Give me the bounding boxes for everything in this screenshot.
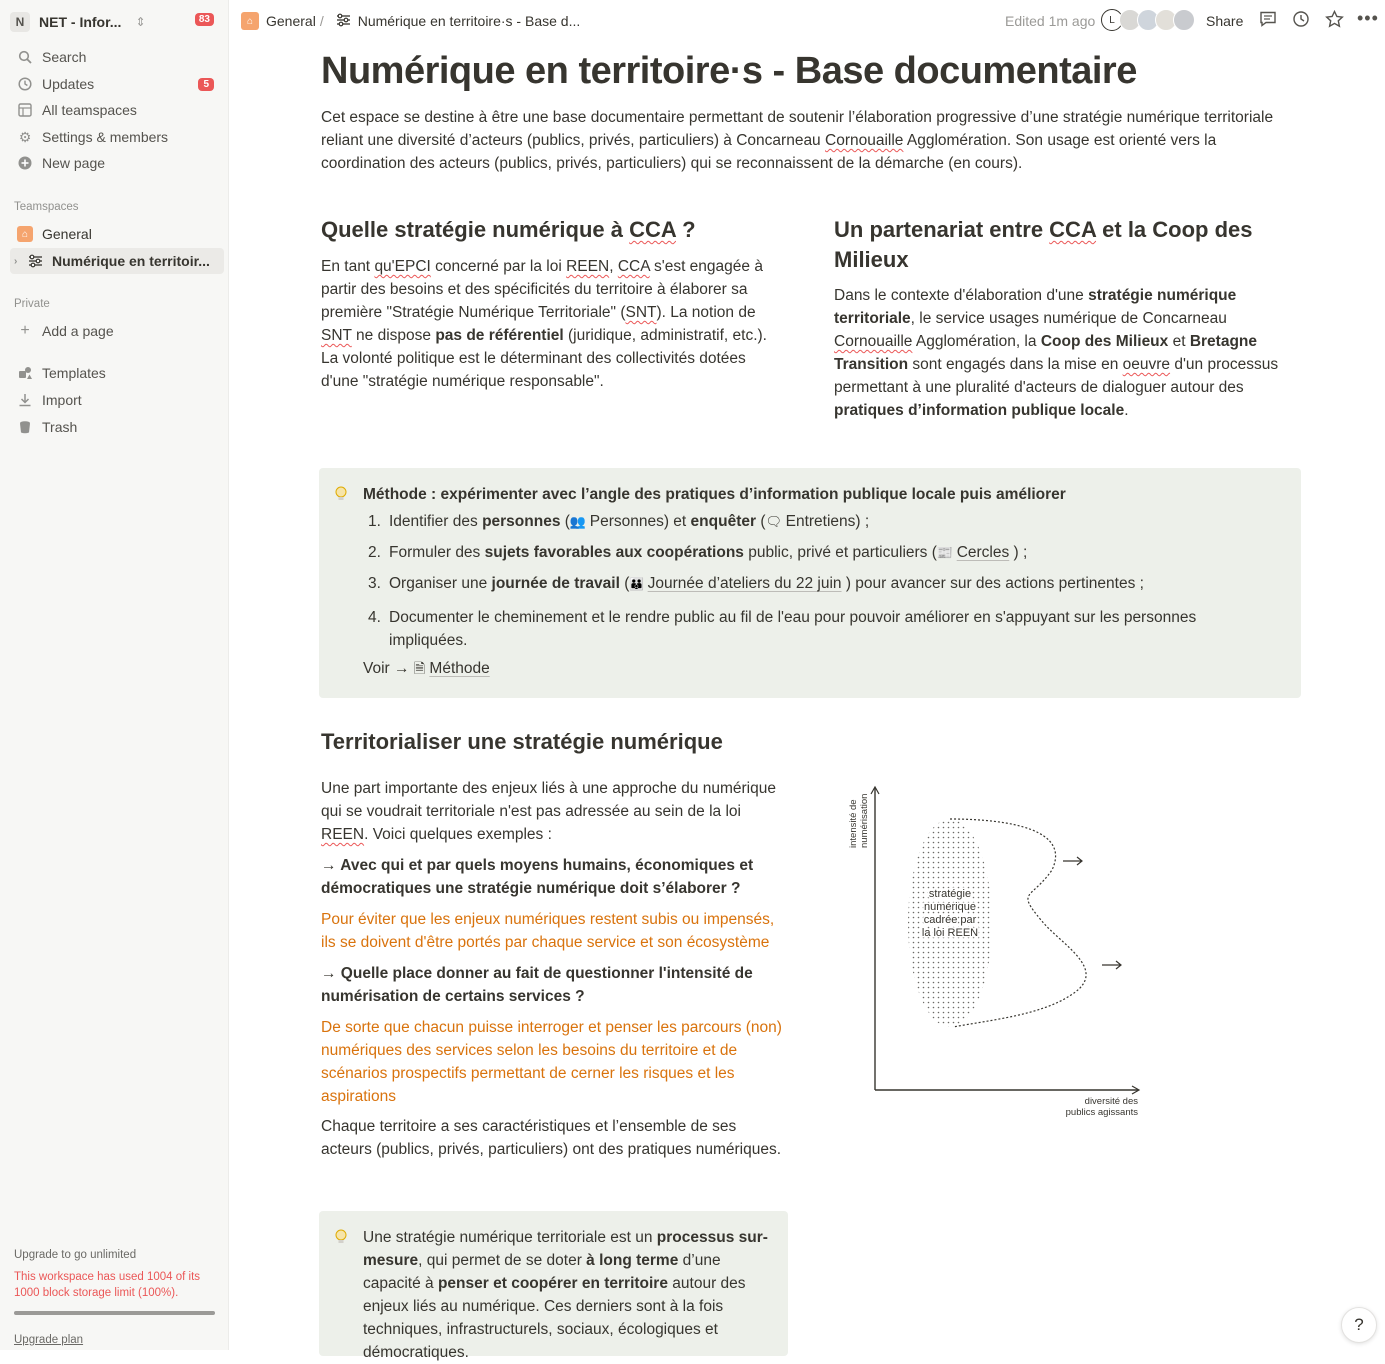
method-step[interactable]: 4. Documenter le cheminement et le rendre public au fil de l'eau pour pouvoir améliorer en s'appuyant sur les personnes impliquées. [368, 609, 1197, 649]
breadcrumb-page[interactable]: Numérique en territoire·s - Base d... [357, 13, 581, 29]
plus-circle-icon [14, 156, 36, 170]
heading-territorialiser[interactable]: Territorialiser une stratégie numérique [321, 729, 723, 754]
sidebar-item-settings[interactable] [10, 124, 224, 150]
territorialiser-column [321, 777, 786, 1161]
method-step[interactable]: 3. Organiser une journée de travail (👪 Journée d’ateliers du 22 juin ) pour avancer sur des actions pertinentes ; [368, 575, 1144, 592]
sidebar-item-search[interactable] [10, 44, 224, 70]
trash-icon [14, 420, 36, 434]
sidebar-item-updates[interactable] [10, 71, 224, 97]
topbar [229, 0, 1385, 44]
heading-partnership[interactable]: Un partenariat entre CCA et la Coop des Milieux [834, 217, 1253, 272]
sidebar-item-label: Updates [42, 76, 95, 92]
help-button[interactable]: ? [1341, 1307, 1377, 1343]
lightbulb-icon [335, 1229, 347, 1249]
collaborator-avatars[interactable] [1101, 9, 1191, 31]
chevron-right-icon[interactable]: › [14, 255, 18, 267]
zone-label-3: cadrée par [923, 914, 977, 926]
heading-strategy[interactable]: Quelle stratégie numérique à CCA ? [321, 217, 696, 242]
sidebar-item-label: Search [42, 49, 87, 65]
home-icon: ⌂ [17, 226, 33, 242]
paragraph-enjeux[interactable]: Une part importante des enjeux liés à une approche du numérique qui se voudrait territoriale n'est pas adressée au sein de la loi REEN. Voici quelques exemples : [321, 780, 776, 843]
answer-1[interactable]: Pour éviter que les enjeux numériques restent subis ou impensés, ils se doivent d'être portés par chaque service et son écosystème [321, 911, 775, 951]
zone-label-1: stratégie [928, 888, 972, 900]
download-icon [14, 393, 36, 407]
templates-icon [14, 366, 36, 380]
gear-icon: ⚙ [18, 128, 32, 145]
x-axis-label-2: publics agissants [1065, 1107, 1138, 1118]
sidebar-item-label: General [42, 226, 92, 242]
cercles-link[interactable]: Cercles [956, 544, 1010, 561]
storage-progress-bar [14, 1311, 215, 1315]
history-icon[interactable] [1292, 10, 1310, 33]
breadcrumb [241, 12, 580, 30]
strategy-callout-text[interactable]: Une stratégie numérique territoriale est un processus sur-mesure, qui permet de se doter à long terme d’une capacité à penser et coopérer en territoire autour des enjeux liés au numérique. Ces derniers sont à la fois techniques, infrastructurels, sociaux, écologiques et démocratiques. [363, 1229, 768, 1361]
plus-icon: + [20, 322, 30, 339]
sidebar [0, 0, 229, 1350]
sidebar-item-label: New page [42, 155, 106, 171]
add-page-button[interactable] [10, 318, 224, 344]
sidebar-item-label: Import [42, 392, 82, 408]
people-icon: 👥 [569, 514, 590, 529]
arrow-right-icon [1102, 961, 1121, 969]
upgrade-title: Upgrade to go unlimited [14, 1249, 137, 1261]
sidebar-item-templates[interactable] [10, 360, 224, 386]
search-icon [14, 50, 36, 64]
document-icon: 🗎 [413, 660, 426, 676]
newspaper-icon: 📰 [936, 545, 957, 560]
answer-2[interactable]: De sorte que chacun puisse interroger et penser les parcours (non) numériques des services selon les besoins du territoire et de scénarios prospectifs permettant de cerner les risques et les aspirations [321, 1019, 782, 1105]
method-title[interactable]: Méthode : expérimenter avec l’angle des pratiques d’information publique locale puis améliorer [363, 486, 1066, 503]
workspace-name: NET - Infor... [39, 14, 122, 30]
question-1[interactable]: → Avec qui et par quels moyens humains, économiques et démocratiques une stratégie numérique doit s’élaborer ? [321, 857, 754, 897]
edited-timestamp[interactable]: Edited 1m ago [1005, 13, 1096, 29]
numerisation-diagram[interactable] [841, 780, 1171, 1125]
method-steps [363, 510, 1263, 652]
method-callout[interactable] [319, 468, 1301, 698]
comment-icon[interactable] [1259, 10, 1277, 33]
private-heading: Private [14, 298, 50, 310]
sidebar-item-label: Trash [42, 419, 78, 435]
zone-label-2: numérique [924, 901, 976, 913]
workspace-switcher[interactable] [10, 10, 220, 34]
strategy-callout[interactable] [319, 1211, 788, 1361]
upgrade-plan-link[interactable]: Upgrade plan [14, 1334, 84, 1346]
arrow-right-icon [1063, 857, 1082, 865]
sidebar-item-new-page[interactable] [10, 150, 224, 176]
method-step[interactable]: 2. Formuler des sujets favorables aux coopérations public, privé et particuliers (📰 Cercles ) ; [368, 544, 1028, 561]
sidebar-item-general[interactable] [10, 221, 224, 247]
clock-icon [14, 77, 36, 91]
sidebar-item-label: All teamspaces [42, 102, 137, 118]
more-icon[interactable]: ••• [1357, 8, 1379, 28]
y-axis-label-1: intensité de [848, 799, 859, 848]
sidebar-item-numerique[interactable] [10, 248, 224, 274]
share-button[interactable]: Share [1206, 13, 1244, 29]
sidebar-item-label: Add a page [42, 323, 114, 339]
storage-warning: This workspace has used 1004 of its 1000 block storage limit (100%). [14, 1271, 201, 1299]
methode-link[interactable]: Méthode [429, 660, 490, 677]
speech-bubble-icon: 🗨 [765, 514, 786, 529]
notification-badge: 83 [195, 13, 214, 26]
breadcrumb-separator: / [319, 13, 324, 29]
column-partnership [834, 215, 1296, 422]
sidebar-item-trash[interactable] [10, 414, 224, 440]
avatar [1173, 9, 1195, 31]
intro-paragraph[interactable]: Cet espace se destine à être une base documentaire permettant de soutenir l’élaboration progressive d’une stratégie numérique territoriale reliant une diversité d’acteurs (publics, privés, particuliers) à Concarneau Cornouaille Agglomération. Son usage est orienté vers la coordination des acteurs (publics, privés, particuliers) qui se reconnaissent de la démarche (en cours). [321, 109, 1274, 172]
paragraph-caracteristiques[interactable]: Chaque territoire a ses caractéristiques et l’ensemble de ses acteurs (publics, privés, particuliers) ont des pratiques numériques. [321, 1118, 782, 1158]
upgrade-panel [14, 1249, 216, 1346]
sidebar-item-all-teamspaces[interactable] [10, 97, 224, 123]
sidebar-item-label: Numérique en territoir... [52, 253, 210, 269]
journee-link[interactable]: Journée d’ateliers du 22 juin [647, 575, 842, 592]
sliders-icon [24, 254, 46, 268]
zone-label-4: la loi REEN [921, 927, 979, 939]
paragraph-partnership[interactable]: Dans le contexte d'élaboration d'une stratégie numérique territoriale, le service usages numérique de Concarneau Cornouaille Agglomération, la Coop des Milieux et Bretagne Transition sont engagés dans la mise en oeuvre d'un processus permettant à une pluralité d'acteurs de dialoguer autour des pratiques d’information publique locale. [834, 287, 1279, 419]
teamspaces-heading: Teamspaces [14, 201, 79, 213]
column-strategy [321, 215, 786, 393]
star-icon[interactable] [1325, 10, 1344, 33]
avatar: L [1101, 9, 1123, 31]
breadcrumb-general[interactable]: General [266, 13, 316, 29]
sliders-icon [336, 13, 351, 30]
grid-icon [14, 103, 36, 117]
home-icon: ⌂ [241, 12, 259, 30]
x-axis-label-1: diversité des [1084, 1096, 1138, 1107]
question-2[interactable]: → Quelle place donner au fait de questionner l'intensité de numérisation de certains services ? [321, 965, 753, 1005]
updates-badge: 5 [198, 78, 214, 91]
lightbulb-icon [335, 486, 347, 506]
workspace-logo: N [10, 12, 30, 32]
chevron-updown-icon: ⇕ [135, 15, 146, 29]
sidebar-item-label: Settings & members [42, 129, 169, 145]
method-step[interactable]: 1. Identifier des personnes (👥 Personnes) et enquêter (🗨 Entretiens) ; [368, 513, 870, 530]
sidebar-item-import[interactable] [10, 387, 224, 413]
sidebar-item-label: Templates [42, 365, 106, 381]
group-icon: 👪 [629, 577, 648, 591]
page-title[interactable]: Numérique en territoire·s - Base documentaire [321, 50, 1137, 92]
y-axis-label-2: numérisation [859, 793, 870, 848]
voir-line: Voir → 🗎 Méthode [363, 660, 490, 677]
paragraph-strategy[interactable]: En tant qu'EPCI concerné par la loi REEN, CCA s'est engagée à partir des besoins et des spécificités du territoire à élaborer sa première "Stratégie Numérique Territoriale" (SNT). La notion de SNT ne dispose pas de référentiel (juridique, administratif, etc.). La volonté politique est le déterminant des collectivités dotées d'une "stratégie numérique responsable". [321, 258, 767, 390]
